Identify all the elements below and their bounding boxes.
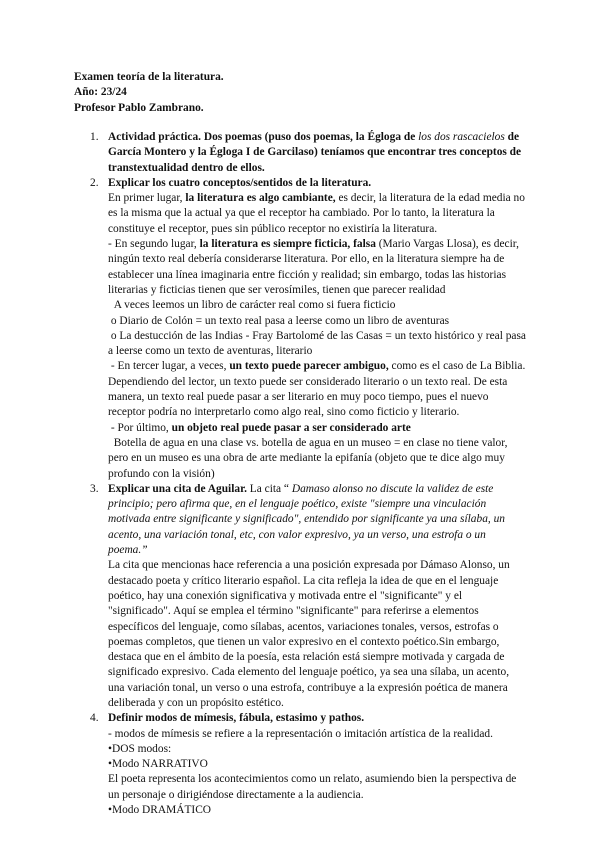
paragraph: o Diario de Colón = un texto real pasa a leerse como un libro de aventuras [108, 314, 450, 327]
paragraph: - modos de mímesis se refiere a la representación o imitación artística de la realidad. [108, 727, 493, 740]
question-2 [90, 176, 529, 482]
question-title: Explicar una cita de Aguilar. La cita “ Damaso alonso no discute la validez de este principio; pero afirma que, en el lenguaje poético, existe "siempre una vinculación motivada entre significante y significado", entendido por significante ya una sílaba, un acento, una variación tonal, etc, con valor expresivo, ya un verso, una estrofa o un poema.” [108, 482, 505, 557]
question-1 [90, 130, 526, 176]
question-number: 4. [90, 712, 99, 725]
paragraph: - En segundo lugar, la literatura es siempre ficticia, falsa (Mario Vargas Llosa), es decir, ningún texto real debería considerarse literatura. Por ello, en la literatura siempre ha de establecer una línea imaginaria entre ficción y realidad; sin embargo, todas las historias literarias y ficticias tienen que ser verosímiles, tienen que parecer realidad [108, 238, 519, 296]
document-title: Examen teoría de la literatura. [74, 71, 224, 83]
question-4 [90, 711, 526, 818]
question-title: Definir modos de mímesis, fábula, estasimo y pathos. [108, 712, 365, 725]
document-professor: Profesor Pablo Zambrano. [74, 101, 204, 114]
bullet: •Modo DRAMÁTICO [108, 804, 212, 817]
paragraph: El poeta representa los acontecimientos como un relato, asumiendo bien la perspectiva de un personaje o dirigiéndose directamente a la audiencia. [108, 773, 517, 801]
paragraph: La cita que mencionas hace referencia a una posición expresada por Dámaso Alonso, un destacado poeta y crítico literario español. La cita refleja la idea de que en el lenguaje poético, hay una conexión significativa y motivada entre el "significante" y el "significado". Aquí se emplea el término "significante" para referirse a elementos específicos del lenguaje, como sílabas, acentos, variaciones tonales, versos, estrofas o poemas completos, que tienen un valor expresivo en el contexto poético.Sin embargo, destaca que en el ámbito de la poesía, esta relación está siempre motivada y cargada de significado expresivo. Cada elemento del lenguaje poético, ya sea una sílaba, un acento, una variación tonal, un verso o una estrofa, contribuye a la expresión poética de manera deliberada y con un propósito estético. [108, 559, 510, 709]
question-number: 3. [90, 482, 99, 495]
paragraph: o La destucción de las Indias - Fray Bartolomé de las Casas = un texto histórico y real pasa a leerse como un texto de aventuras, literario [108, 329, 529, 358]
question-list [90, 130, 529, 818]
bullet: •Modo NARRATIVO [108, 758, 208, 771]
bullet: •DOS modos: [108, 742, 172, 755]
paragraph: Botella de agua en una clase vs. botella de agua en un museo = en clase no tiene valor, pero en un museo es una obra de arte mediante la epifanía (objeto que te dice algo muy profundo con la visión) [108, 436, 511, 480]
question-3 [90, 482, 526, 711]
question-number: 1. [90, 131, 99, 143]
document-header [74, 70, 224, 116]
paragraph: - En tercer lugar, a veces, un texto puede parecer ambiguo, como es el caso de La Biblia. Dependiendo del lector, un texto puede ser considerado literario o un texto real. De esta manera, un texto real puede pasar a ser literario en muy poco tiempo, pues el nuevo receptor podría no interpretarlo como algo real, sino como ficticio y literario. [108, 360, 526, 419]
question-text: Actividad práctica. Dos poemas (puso dos poemas, la Égloga de los dos rascacielos de García Montero y la Égloga I de Garcilaso) teníamos que encontrar tres conceptos de transtextualidad dentro de ellos. [108, 131, 522, 174]
question-number: 2. [90, 176, 99, 189]
paragraph: En primer lugar, la literatura es algo cambiante, es decir, la literatura de la edad media no es la misma que la actual ya que el receptor ha cambiado. Por lo tanto, la literatura la constituye el receptor, pues sin público receptor no existiría la literatura. [108, 192, 525, 235]
question-title: Explicar los cuatro conceptos/sentidos de la literatura. [108, 176, 372, 189]
document-year: Año: 23/24 [74, 86, 127, 99]
paragraph: A veces leemos un libro de carácter real como si fuera ficticio [108, 299, 396, 312]
paragraph: - Por último, un objeto real puede pasar a ser considerado arte [108, 421, 411, 434]
